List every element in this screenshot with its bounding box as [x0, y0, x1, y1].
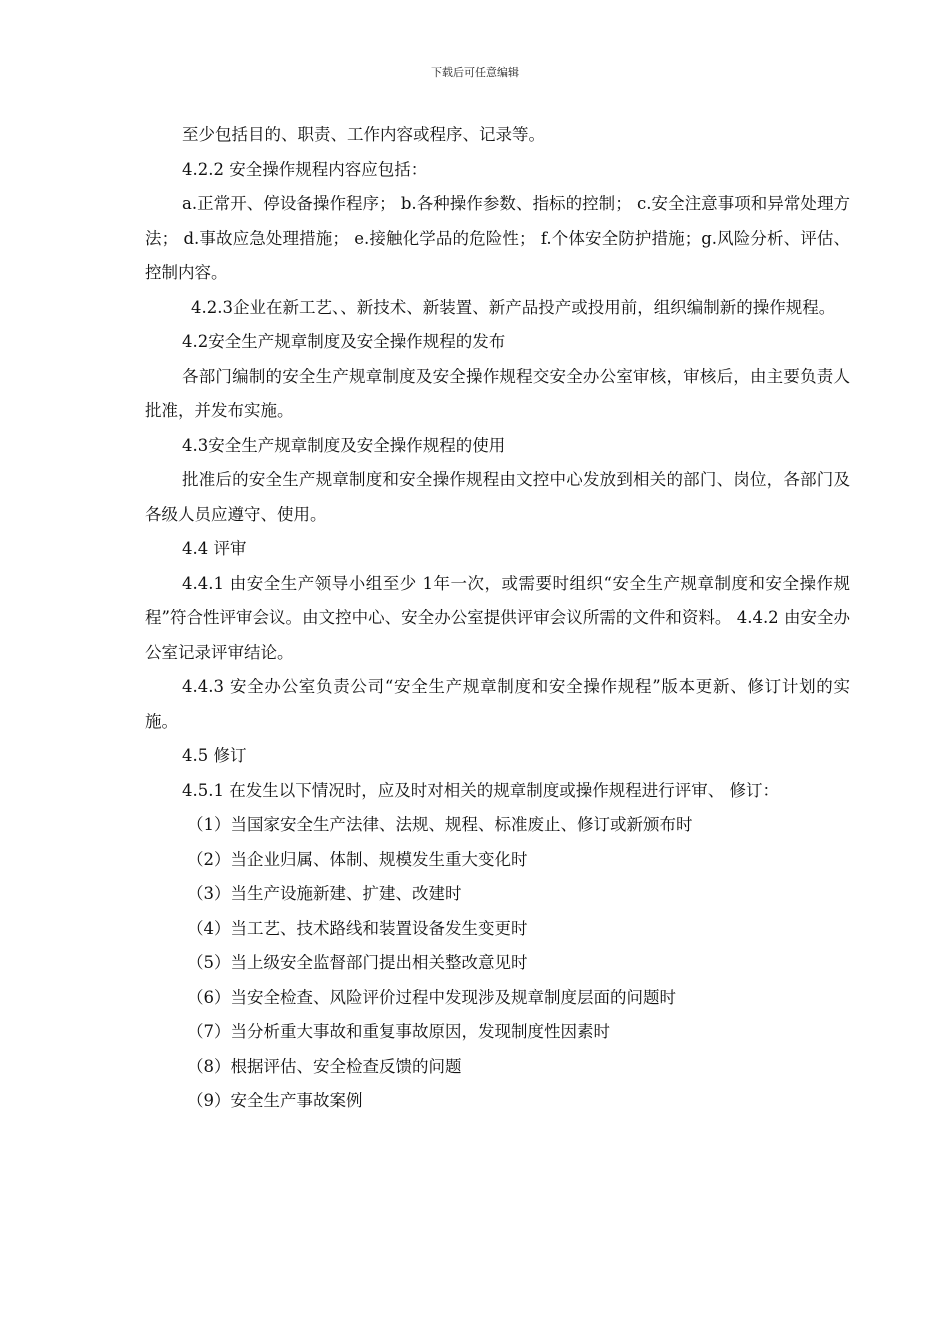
list-item: （9）安全生产事故案例	[187, 1091, 363, 1110]
list-item: （3）当生产设施新建、扩建、改建时	[187, 884, 462, 903]
paragraph: 4.2.3企业在新工艺、、新技术、新装置、新产品投产或投用前，组织编制新的操作规程。	[191, 297, 836, 317]
document-body	[145, 118, 850, 1119]
paragraph: 4.4.3 安全办公室负责公司“安全生产规章制度和安全操作规程”版本更新、修订计划的实施。	[145, 677, 850, 731]
list-item: （8）根据评估、安全检查反馈的问题	[187, 1056, 462, 1076]
list-item: （1）当国家安全生产法律、法规、规程、标准废止、修订或新颁布时	[187, 815, 693, 834]
paragraph: 至少包括目的、职责、工作内容或程序、记录等。	[182, 125, 545, 144]
list-item: （5）当上级安全监督部门提出相关整改意见时	[187, 953, 528, 972]
section-heading: 4.2安全生产规章制度及安全操作规程的发布	[182, 332, 506, 351]
page-header: 下载后可任意编辑	[431, 66, 519, 79]
paragraph: 各部门编制的安全生产规章制度及安全操作规程交安全办公室审核，审核后，由主要负责人批准，并发布实施。	[145, 366, 850, 420]
section-heading: 4.4 评审	[182, 539, 247, 558]
paragraph: 批准后的安全生产规章制度和安全操作规程由文控中心发放到相关的部门、岗位，各部门及各级人员应遵守、使用。	[145, 470, 850, 524]
paragraph: 4.4.1 由安全生产领导小组至少 1年一次，或需要时组织“安全生产规章制度和安全操作规程”符合性评审会议。由文控中心、安全办公室提供评审会议所需的文件和资料。 4.4.2 由安全办公室记录评审结论。	[145, 573, 850, 662]
paragraph: 4.5.1 在发生以下情况时，应及时对相关的规章制度或操作规程进行评审、 修订：	[182, 780, 779, 800]
paragraph: a.正常开、停设备操作程序； b.各种操作参数、指标的控制； c.安全注意事项和异常处理方法； d.事故应急处理措施； e.接触化学品的危险性； f.个体安全防护措施；g.风险分析、评估、控制内容。	[145, 194, 850, 282]
list-item: （2）当企业归属、体制、规模发生重大变化时	[187, 849, 528, 869]
list-item: （4）当工艺、技术路线和装置设备发生变更时	[187, 918, 528, 938]
section-heading: 4.5 修订	[182, 746, 247, 765]
revision-conditions-list	[145, 808, 850, 1119]
section-heading: 4.2.2 安全操作规程内容应包括：	[182, 159, 428, 179]
list-item: （7）当分析重大事故和重复事故原因，发现制度性因素时	[187, 1022, 610, 1041]
section-heading: 4.3安全生产规章制度及安全操作规程的使用	[182, 435, 506, 455]
list-item: （6）当安全检查、风险评价过程中发现涉及规章制度层面的问题时	[187, 987, 676, 1007]
